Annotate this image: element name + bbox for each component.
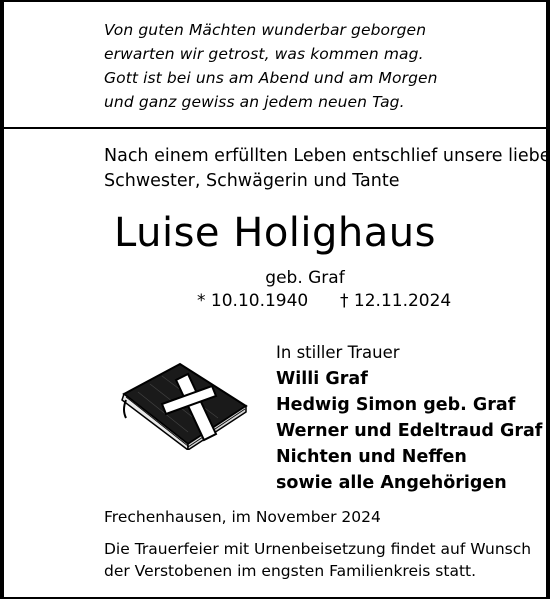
motto-line: und ganz gewiss an jedem neuen Tag. [104,93,405,111]
death-date: † 12.11.2024 [340,291,452,311]
motto-verse [104,18,438,114]
divider-rule [4,127,550,129]
place-date: Frechenhausen, im November 2024 [104,508,381,526]
notice-line: Die Trauerfeier mit Urnenbeisetzung findet auf Wunsch [104,540,532,558]
motto-line: erwarten wir getrost, was kommen mag. [104,45,424,63]
right-border [546,0,550,599]
birth-date: * 10.10.1940 [197,291,309,311]
notice-line: der Verstobenen im engsten Familienkreis statt. [104,562,477,580]
motto-line: Gott ist bei uns am Abend und am Morgen [104,69,438,87]
deceased-name: Luise Holighaus [114,210,436,256]
intro-line: Schwester, Schwägerin und Tante [104,171,400,191]
mourning-label: In stiller Trauer [276,343,400,362]
mourner-name: Nichten und Neffen [276,447,467,467]
funeral-notice [104,538,531,582]
top-border [4,0,550,2]
bible-with-cross-icon [118,360,248,450]
birth-name: geb. Graf [265,268,345,288]
motto-line: Von guten Mächten wunderbar geborgen [104,21,427,39]
mourner-name: sowie alle Angehörigen [276,473,507,493]
intro-text [104,144,550,194]
mourner-name: Willi Graf [276,369,368,389]
mourners-list [276,366,542,496]
intro-line: Nach einem erfüllten Leben entschlief unsere liebe [104,146,550,166]
mourner-name: Werner und Edeltraud Graf [276,421,543,441]
mourner-name: Hedwig Simon geb. Graf [276,395,516,415]
